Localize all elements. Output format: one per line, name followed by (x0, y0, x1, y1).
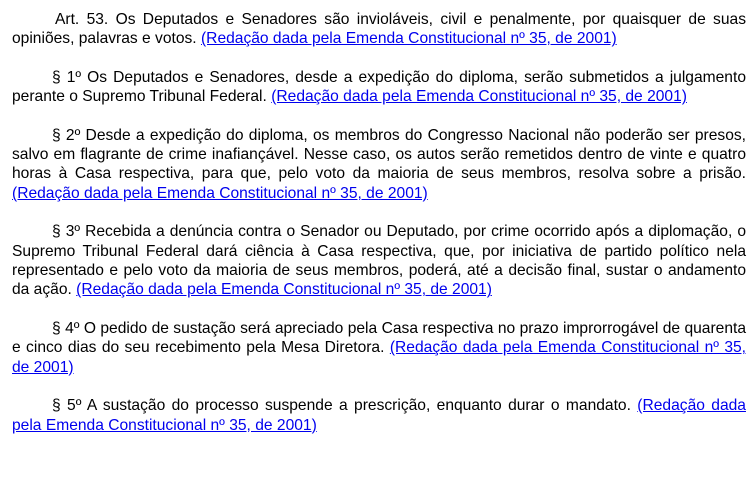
amendment-link-paragraph-5[interactable]: (Redação dada pela Emenda Constitucional nº 35, de 2001) (12, 397, 746, 434)
paragraph-3-text: § 3º Recebida a denúncia contra o Senador ou Deputado, por crime ocorrido após a diplomação, o Supremo Tribunal Federal dará ciência à Casa respectiva, que, por iniciativa de partido político nela representado e pelo voto da maioria de seus membros, poderá, até a decisão final, sustar o andamento da ação. (12, 223, 746, 299)
paragraph-5-text: § 5º A sustação do processo suspende a prescrição, enquanto durar o mandato. (52, 397, 631, 415)
article-53 (12, 10, 746, 49)
paragraph-4 (12, 319, 746, 377)
amendment-link-paragraph-4[interactable]: (Redação dada pela Emenda Constitucional nº 35, de 2001) (12, 339, 746, 376)
paragraph-2 (12, 126, 746, 204)
amendment-link-article[interactable]: (Redação dada pela Emenda Constitucional nº 35, de 2001) (200, 30, 617, 48)
paragraph-4-text: § 4º O pedido de sustação será apreciado pela Casa respectiva no prazo improrrogável de quarenta e cinco dias do seu recebimento pela Mesa Diretora. (12, 319, 746, 357)
paragraph-5 (12, 396, 746, 435)
amendment-link-paragraph-2[interactable]: (Redação dada pela Emenda Constitucional nº 35, de 2001) (12, 184, 428, 202)
amendment-link-paragraph-1[interactable]: (Redação dada pela Emenda Constitucional nº 35, de 2001) (271, 88, 687, 106)
paragraph-1-text: § 1º Os Deputados e Senadores, desde a expedição do diploma, serão submetidos a julgamento perante o Supremo Tribunal Federal. (12, 68, 746, 106)
paragraph-3 (12, 222, 746, 300)
paragraph-2-text: § 2º Desde a expedição do diploma, os membros do Congresso Nacional não poderão ser presos, salvo em flagrante de crime inafiançável. Nesse caso, os autos serão remetidos dentro de vinte e quatro horas à Casa respectiva, para que, pelo voto da maioria de seus membros, resolva sobre a prisão. (12, 126, 746, 183)
article-53-text: Art. 53. Os Deputados e Senadores são invioláveis, civil e penalmente, por quaisquer de suas opiniões, palavras e votos. (12, 11, 746, 48)
paragraph-1 (12, 68, 746, 107)
amendment-link-paragraph-3[interactable]: (Redação dada pela Emenda Constitucional nº 35, de 2001) (76, 281, 492, 299)
